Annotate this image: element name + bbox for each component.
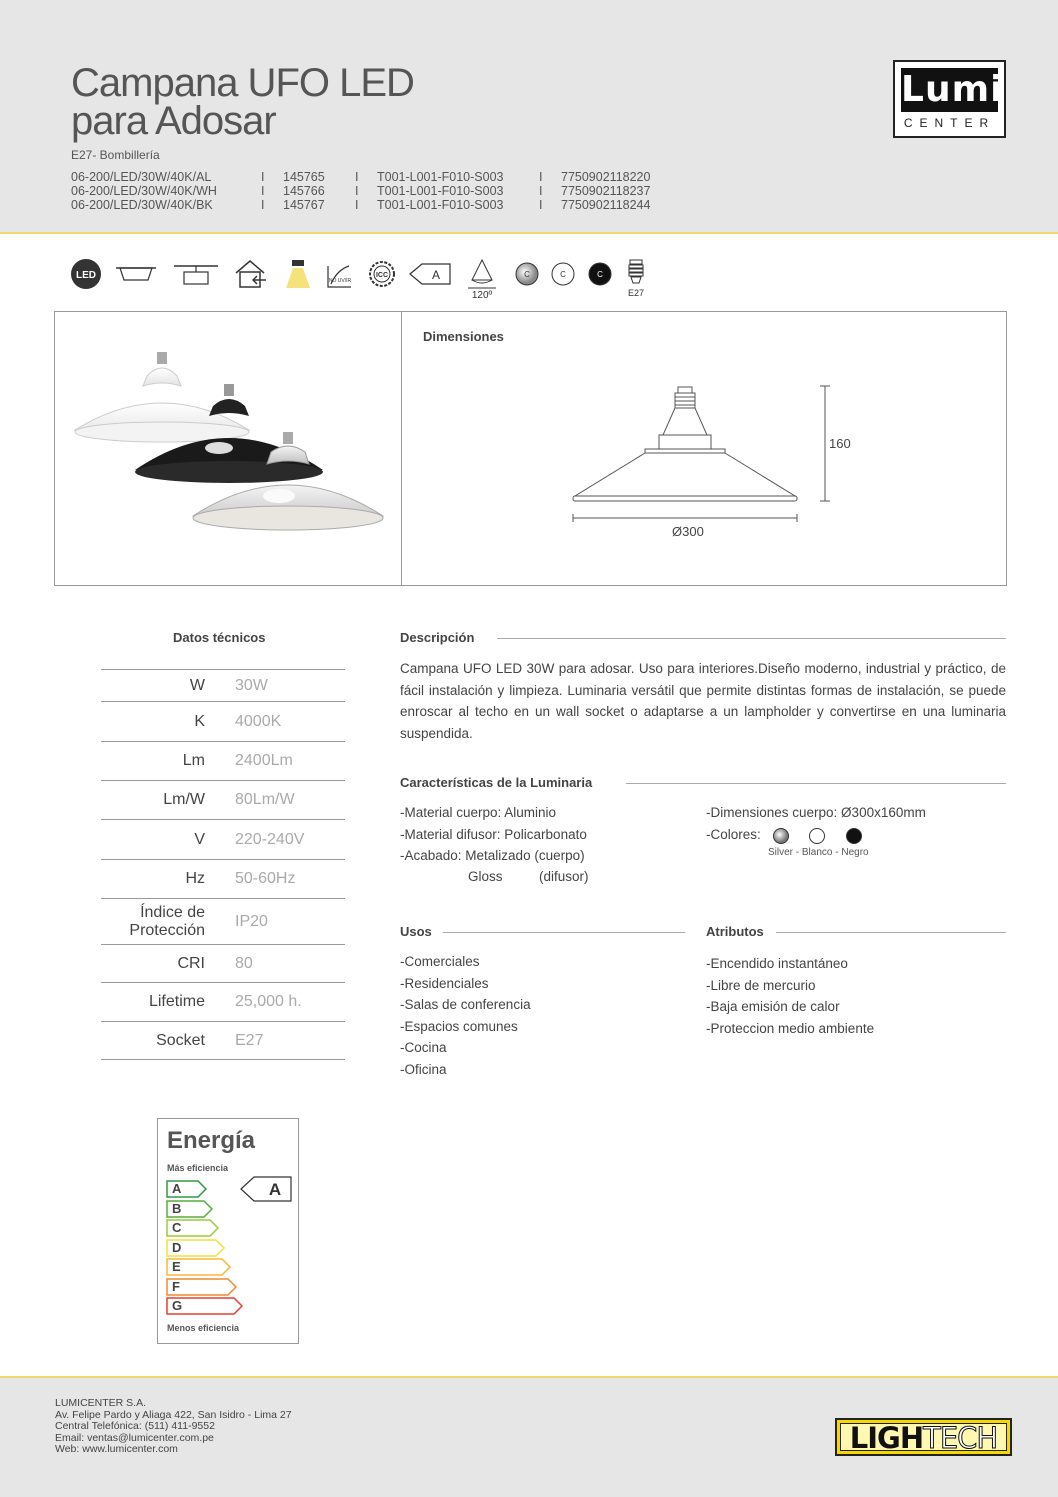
energy-rating-arrow: [240, 1176, 292, 1202]
uses-title: Usos: [400, 924, 432, 939]
list-item: -Cocina: [400, 1040, 447, 1055]
attributes-list: [706, 953, 874, 1039]
tech-key: V: [194, 830, 205, 848]
ean-code: 7750902118220: [561, 170, 651, 184]
tech-row: [101, 898, 345, 944]
tech-key: Lifetime: [148, 993, 205, 1010]
list-item: -Comerciales: [400, 954, 480, 969]
logo-top: Lumi: [901, 69, 1004, 110]
attributes-rule: [776, 932, 1006, 933]
list-item: -Oficina: [400, 1061, 447, 1077]
tech-key: Socket: [156, 1031, 205, 1049]
svg-text:C: C: [524, 270, 530, 279]
dimensions-label: Dimensiones: [423, 329, 504, 344]
product-photo: [69, 346, 389, 546]
tech-key: Lm: [182, 752, 205, 769]
page-title: [71, 61, 414, 143]
list-item: -Encendido instantáneo: [706, 956, 848, 971]
energy-label: [157, 1118, 299, 1344]
lumicenter-logo: [893, 60, 1006, 138]
tech-value: 2400Lm: [235, 752, 293, 769]
title-line-2: para Adosar: [71, 99, 276, 143]
led-icon: [70, 258, 102, 290]
light-cone-icon: [284, 258, 312, 292]
separator: I: [261, 198, 265, 212]
features-rule: [626, 783, 1006, 784]
lightech-wordmark: LIGHTECH: [840, 1423, 1007, 1451]
footer: [0, 1376, 1058, 1497]
tech-key: Hz: [185, 870, 205, 887]
tech-row: [101, 819, 345, 859]
separator: I: [539, 184, 543, 198]
company-address: [55, 1398, 292, 1456]
code-row: [71, 170, 650, 184]
icc-icon: [368, 258, 396, 290]
dimension-drawing: [565, 378, 835, 548]
company-name: LUMICENTER S.A.: [55, 1397, 147, 1409]
energy-bar-e: [166, 1258, 252, 1276]
energy-bar-c: [166, 1219, 252, 1237]
indoor-icon: [233, 258, 269, 290]
tech-value: 80Lm/W: [235, 791, 295, 808]
phone-line: Central Telefónica: (511) 411-9552: [55, 1420, 215, 1432]
separator: I: [355, 184, 359, 198]
white-color-icon: [550, 258, 576, 290]
separator: I: [261, 184, 265, 198]
svg-text:120º: 120º: [471, 290, 493, 301]
energy-bar-b: [166, 1200, 252, 1218]
tech-value: 50-60Hz: [235, 870, 296, 887]
tech-row: [101, 780, 345, 819]
separator: I: [539, 198, 543, 212]
surface-mount-icon: [170, 258, 222, 290]
description-title: Descripción: [400, 630, 475, 645]
energy-class-label: B: [172, 1200, 182, 1216]
diameter-dimension: Ø300: [672, 524, 704, 539]
energy-class-label: F: [172, 1278, 180, 1294]
tech-value: 220-240V: [235, 830, 305, 848]
code-row: [71, 184, 650, 198]
item-code: 145765: [283, 170, 325, 184]
tech-row: [101, 1021, 345, 1060]
web-line: Web: www.lumicenter.com: [55, 1443, 178, 1455]
height-dimension: 160: [829, 436, 851, 451]
finish-difusor: (difusor): [539, 869, 589, 884]
color-swatches: [771, 827, 867, 845]
tech-value: 4000K: [235, 712, 282, 730]
uses-list: [400, 951, 531, 1080]
colors-caption: Silver - Blanco - Negro: [768, 847, 869, 858]
finish-gloss: Gloss: [468, 869, 503, 884]
list-item: -Libre de mercurio: [706, 977, 816, 993]
no-uv-ir-icon: [325, 258, 355, 290]
product-codes: [71, 170, 650, 212]
energy-class-label: E: [172, 1259, 181, 1274]
tech-row: [101, 741, 345, 780]
tech-table: [101, 669, 345, 1060]
item-code: 145767: [283, 198, 325, 212]
lightech-logo: [835, 1418, 1012, 1456]
tech-value: 30W: [235, 676, 268, 694]
ean-code: 7750902118244: [561, 198, 651, 212]
tech-value: 80: [235, 954, 253, 972]
silver-color-icon: [514, 258, 540, 290]
tech-key: CRI: [177, 954, 205, 972]
colors-label: -Colores:: [706, 827, 761, 842]
model-code: 06-200/LED/30W/40K/WH: [71, 184, 217, 198]
item-code: 145766: [283, 184, 325, 198]
energy-bar-d: [166, 1239, 252, 1257]
energy-class-label: G: [172, 1298, 183, 1313]
tech-row: [101, 669, 345, 701]
energy-bar-f: [166, 1278, 252, 1296]
separator: I: [355, 198, 359, 212]
feature-item: -Material cuerpo: Aluminio: [400, 805, 557, 820]
list-item: -Residenciales: [400, 975, 489, 991]
list-item: -Espacios comunes: [400, 1018, 518, 1034]
model-code: 06-200/LED/30W/40K/BK: [71, 198, 213, 212]
tech-title: Datos técnicos: [173, 630, 266, 645]
email-line: Email: ventas@lumicenter.com.pe: [55, 1431, 214, 1444]
svg-text:NO UV/IR: NO UV/IR: [328, 278, 352, 284]
svg-text:LED: LED: [76, 270, 96, 281]
body-dimensions: -Dimensiones cuerpo: Ø300x160mm: [706, 805, 926, 820]
tech-key: Índice de Protección: [129, 903, 205, 939]
svg-text:C: C: [597, 270, 603, 279]
attributes-title: Atributos: [706, 924, 764, 939]
svg-text:A: A: [268, 1180, 282, 1199]
tech-value: 25,000 h.: [235, 993, 302, 1010]
separator: I: [355, 170, 359, 184]
ean-code: 7750902118237: [561, 184, 651, 198]
energy-class-label: D: [172, 1239, 182, 1255]
title-line-1: Campana UFO LED: [71, 61, 414, 105]
description-text: Campana UFO LED 30W para adosar. Uso para interiores.Diseño moderno, industrial y práctico, de fácil instalación y limpieza. Luminaria versátil que permite distintas formas de instalación, se puede enroscar al techo en un wall socket o adaptarse a un lampholder y convertirse en una luminaria suspendida.: [400, 661, 1006, 741]
tech-value: IP20: [235, 912, 268, 930]
black-color-icon: [587, 258, 613, 290]
tech-value: E27: [235, 1031, 264, 1049]
ref-code: T001-L001-F010-S003: [377, 198, 504, 212]
svg-text:C: C: [560, 270, 566, 279]
product-panel: [54, 311, 1007, 586]
tech-key: K: [194, 712, 205, 730]
feature-item: -Acabado: Metalizado (cuerpo): [400, 848, 585, 863]
uses-rule: [443, 932, 685, 933]
code-row: [71, 198, 650, 212]
svg-text:E27: E27: [627, 288, 645, 298]
e27-socket-icon: [624, 258, 648, 302]
logo-bottom: CENTER: [903, 116, 996, 130]
energy-less-efficiency: Menos eficiencia: [167, 1323, 240, 1333]
energy-class-icon: [408, 258, 452, 290]
tech-row: [101, 982, 345, 1021]
features-title: Características de la Luminaria: [400, 775, 593, 790]
energy-more-efficiency: Más eficiencia: [167, 1163, 229, 1173]
panel-divider: [401, 312, 402, 585]
separator: I: [261, 170, 265, 184]
tech-row: [101, 701, 345, 741]
model-code: 06-200/LED/30W/40K/AL: [71, 170, 212, 184]
beam-angle-icon: [466, 258, 498, 302]
ref-code: T001-L001-F010-S003: [377, 184, 504, 198]
address-line: Av. Felipe Pardo y Aliaga 422, San Isidro - Lima 27: [55, 1408, 292, 1421]
description-rule: [497, 638, 1006, 639]
energy-title: Energía: [167, 1127, 256, 1154]
energy-class-label: C: [172, 1220, 182, 1235]
energy-bar-g: [166, 1297, 252, 1315]
tech-row: [101, 859, 345, 898]
header: [0, 0, 1058, 234]
energy-class-label: A: [172, 1181, 182, 1196]
ref-code: T001-L001-F010-S003: [377, 170, 504, 184]
recessed-icon: [112, 258, 160, 290]
list-item: -Salas de conferencia: [400, 997, 531, 1012]
separator: I: [539, 170, 543, 184]
features-left-list: [400, 802, 587, 867]
subtitle: E27- Bombillería: [71, 148, 160, 162]
tech-row: [101, 944, 345, 982]
tech-key: W: [189, 676, 205, 694]
svg-text:ICC: ICC: [375, 272, 389, 279]
svg-text:A: A: [431, 268, 441, 282]
list-item: -Proteccion medio ambiente: [706, 1020, 875, 1036]
list-item: -Baja emisión de calor: [706, 999, 840, 1014]
feature-item: -Material difusor: Policarbonato: [400, 826, 587, 842]
tech-key: Lm/W: [163, 791, 205, 808]
